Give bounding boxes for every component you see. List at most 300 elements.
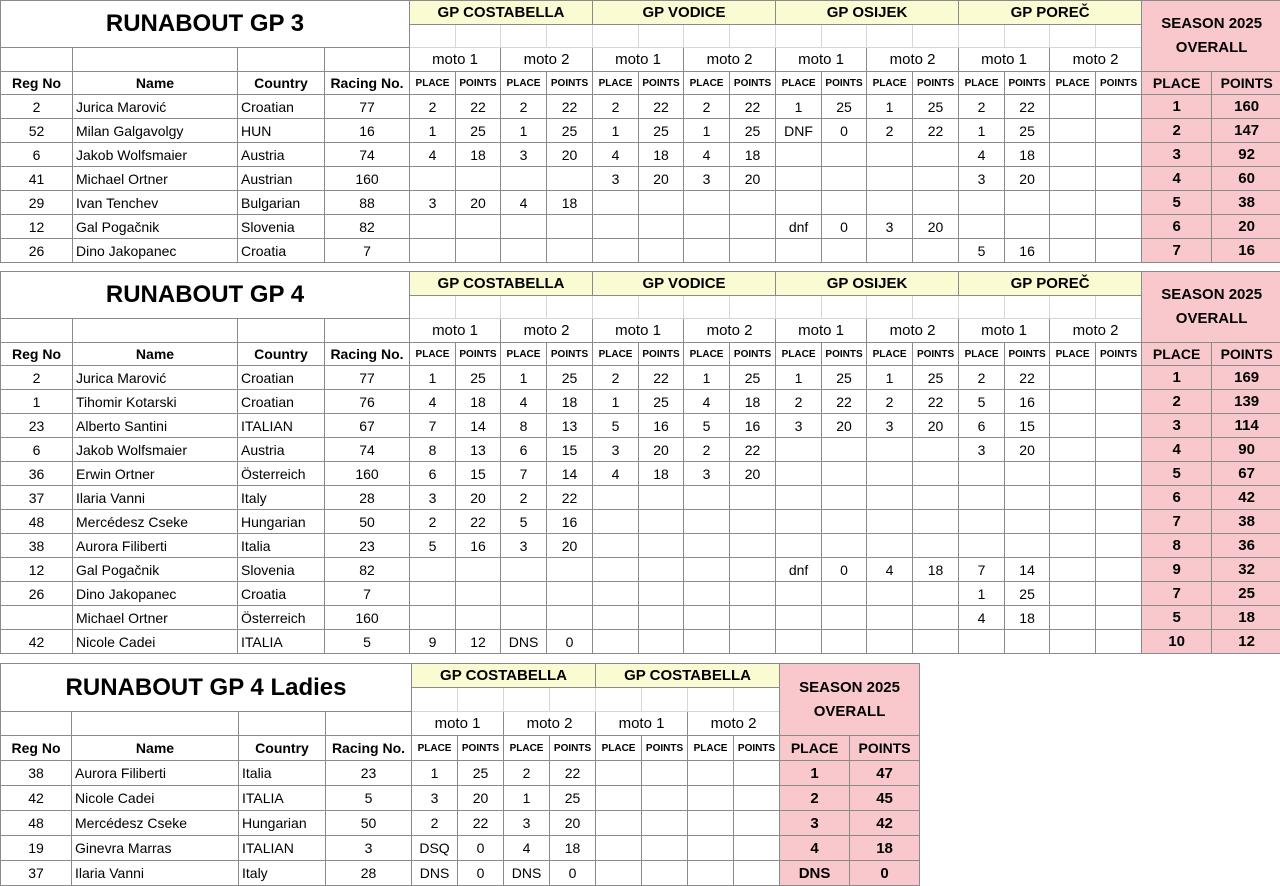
points-cell: 25	[550, 786, 596, 811]
racing-no-cell: 23	[326, 761, 412, 786]
place-cell	[867, 191, 913, 215]
name-cell: Aurora Filiberti	[72, 761, 239, 786]
place-cell: 4	[593, 143, 639, 167]
points-cell	[642, 811, 688, 836]
place-cell: 5	[959, 390, 1005, 414]
overall-place-cell: 7	[1142, 510, 1212, 534]
place-cell	[776, 462, 822, 486]
points-cell	[913, 438, 959, 462]
place-cell	[867, 606, 913, 630]
reg-no-cell: 12	[1, 215, 73, 239]
overall-points-cell: 16	[1212, 239, 1280, 263]
table-row	[1, 486, 1280, 510]
overall-points-cell: 147	[1212, 119, 1280, 143]
col-place: PLACE	[684, 72, 730, 95]
table-row	[1, 239, 1280, 263]
racing-no-cell: 50	[325, 510, 410, 534]
table-row	[1, 366, 1280, 390]
points-cell	[730, 582, 776, 606]
points-cell	[913, 630, 959, 654]
table-row	[1, 390, 1280, 414]
points-cell	[913, 167, 959, 191]
points-cell: 14	[1005, 558, 1050, 582]
points-cell: 22	[913, 119, 959, 143]
col-place: PLACE	[688, 736, 734, 761]
overall-place-cell: 5	[1142, 191, 1212, 215]
points-cell	[1005, 510, 1050, 534]
col-points: POINTS	[1005, 72, 1050, 95]
points-cell: 20	[639, 438, 684, 462]
place-cell: 3	[593, 167, 639, 191]
country-cell: Croatian	[238, 390, 325, 414]
place-cell: 3	[867, 215, 913, 239]
table-row	[1, 630, 1280, 654]
racing-no-cell: 67	[325, 414, 410, 438]
country-cell: Bulgarian	[238, 191, 325, 215]
table-row	[1, 836, 920, 861]
reg-no-cell: 26	[1, 239, 73, 263]
points-cell: 22	[1005, 366, 1050, 390]
place-cell: 3	[410, 486, 456, 510]
points-cell: 18	[550, 836, 596, 861]
points-cell: 20	[456, 191, 501, 215]
racing-no-cell: 7	[325, 582, 410, 606]
overall-points-cell: 67	[1212, 462, 1280, 486]
points-cell: 20	[730, 462, 776, 486]
place-cell	[593, 558, 639, 582]
place-cell	[1050, 606, 1096, 630]
section-title: RUNABOUT GP 3	[1, 1, 410, 48]
place-cell: 1	[412, 761, 458, 786]
place-cell	[596, 861, 642, 886]
name-cell: Ginevra Marras	[72, 836, 239, 861]
points-cell	[822, 510, 867, 534]
points-cell	[1096, 414, 1142, 438]
place-cell: 3	[959, 438, 1005, 462]
place-cell	[410, 239, 456, 263]
col-place: PLACE	[867, 343, 913, 366]
racing-no-cell: 7	[325, 239, 410, 263]
overall-points-cell: 18	[1212, 606, 1280, 630]
name-cell: Milan Galgavolgy	[73, 119, 238, 143]
points-cell	[913, 606, 959, 630]
col-points: POINTS	[822, 72, 867, 95]
place-cell	[410, 215, 456, 239]
overall-points-cell: 0	[850, 861, 920, 886]
points-cell: 0	[458, 861, 504, 886]
points-cell: 20	[458, 786, 504, 811]
table-row	[1, 414, 1280, 438]
points-cell: 20	[822, 414, 867, 438]
table-row	[1, 786, 920, 811]
place-cell: DNF	[776, 119, 822, 143]
col-racing-no: Racing No.	[325, 343, 410, 366]
place-cell	[596, 836, 642, 861]
place-cell: 5	[684, 414, 730, 438]
place-cell	[501, 215, 547, 239]
name-cell: Tihomir Kotarski	[73, 390, 238, 414]
points-cell: 18	[639, 143, 684, 167]
overall-place-cell: DNS	[780, 861, 850, 886]
points-cell	[730, 510, 776, 534]
country-cell: Italy	[238, 486, 325, 510]
place-cell	[410, 558, 456, 582]
place-cell	[596, 811, 642, 836]
place-cell	[867, 510, 913, 534]
place-cell: DSQ	[412, 836, 458, 861]
place-cell	[593, 582, 639, 606]
points-cell	[456, 239, 501, 263]
points-cell	[1096, 366, 1142, 390]
season-label: SEASON 2025	[1161, 286, 1263, 303]
place-cell	[776, 606, 822, 630]
overall-place-cell: 3	[1142, 414, 1212, 438]
points-cell	[913, 143, 959, 167]
name-cell: Jakob Wolfsmaier	[73, 438, 238, 462]
points-cell	[913, 486, 959, 510]
reg-no-cell: 42	[1, 786, 72, 811]
overall-place-cell: 1	[1142, 366, 1212, 390]
place-cell	[1050, 462, 1096, 486]
points-cell: 22	[639, 95, 684, 119]
place-cell	[959, 215, 1005, 239]
place-cell: 2	[867, 390, 913, 414]
racing-no-cell: 3	[326, 836, 412, 861]
col-overall-place: PLACE	[1142, 343, 1212, 366]
country-cell: ITALIA	[239, 786, 326, 811]
place-cell	[776, 167, 822, 191]
place-cell: 3	[684, 167, 730, 191]
points-cell	[822, 630, 867, 654]
points-cell: 18	[1005, 606, 1050, 630]
points-cell: 0	[550, 861, 596, 886]
country-cell: Slovenia	[238, 558, 325, 582]
points-cell: 25	[547, 119, 593, 143]
place-cell	[410, 606, 456, 630]
name-cell: Jurica Marović	[73, 366, 238, 390]
col-overall-points: POINTS	[1212, 343, 1280, 366]
moto-1-label: moto 1	[596, 712, 688, 736]
overall-points-cell: 139	[1212, 390, 1280, 414]
place-cell	[684, 239, 730, 263]
place-cell	[593, 486, 639, 510]
points-cell	[913, 510, 959, 534]
overall-points-cell: 45	[850, 786, 920, 811]
col-points: POINTS	[730, 72, 776, 95]
points-cell	[456, 606, 501, 630]
place-cell	[688, 786, 734, 811]
points-cell: 16	[1005, 239, 1050, 263]
place-cell	[959, 630, 1005, 654]
col-place: PLACE	[410, 343, 456, 366]
country-cell: ITALIAN	[239, 836, 326, 861]
points-cell	[639, 191, 684, 215]
place-cell	[776, 534, 822, 558]
place-cell	[776, 582, 822, 606]
name-cell: Jurica Marović	[73, 95, 238, 119]
place-cell	[867, 534, 913, 558]
reg-no-cell: 29	[1, 191, 73, 215]
points-cell	[456, 582, 501, 606]
points-cell	[913, 534, 959, 558]
racing-no-cell: 23	[325, 534, 410, 558]
place-cell	[684, 215, 730, 239]
overall-label: OVERALL	[1175, 39, 1248, 56]
country-cell: Hungarian	[239, 811, 326, 836]
points-cell	[1096, 462, 1142, 486]
name-cell: Ilaria Vanni	[73, 486, 238, 510]
moto-2-label: moto 2	[867, 319, 959, 343]
points-cell: 22	[547, 95, 593, 119]
moto-2-label: moto 2	[1050, 48, 1142, 72]
points-cell: 18	[547, 390, 593, 414]
racing-no-cell: 82	[325, 558, 410, 582]
place-cell	[501, 167, 547, 191]
col-points: POINTS	[822, 343, 867, 366]
racing-no-cell: 160	[325, 462, 410, 486]
country-cell: Austria	[238, 438, 325, 462]
points-cell	[639, 215, 684, 239]
col-place: PLACE	[959, 343, 1005, 366]
col-points: POINTS	[734, 736, 780, 761]
points-cell: 25	[456, 366, 501, 390]
country-cell: Italia	[238, 534, 325, 558]
place-cell	[867, 630, 913, 654]
points-cell: 25	[913, 95, 959, 119]
points-cell	[822, 438, 867, 462]
place-cell: 1	[959, 582, 1005, 606]
overall-points-cell: 114	[1212, 414, 1280, 438]
place-cell: 2	[412, 811, 458, 836]
points-cell	[822, 191, 867, 215]
points-cell: 22	[456, 510, 501, 534]
points-cell: 25	[1005, 119, 1050, 143]
points-cell: 20	[456, 486, 501, 510]
overall-points-cell: 60	[1212, 167, 1280, 191]
points-cell	[639, 558, 684, 582]
table-row	[1, 811, 920, 836]
event-header-costabella: GP COSTABELLA	[412, 664, 596, 688]
points-cell: 22	[639, 366, 684, 390]
place-cell: 1	[776, 366, 822, 390]
points-cell: 14	[456, 414, 501, 438]
place-cell	[684, 534, 730, 558]
place-cell	[688, 811, 734, 836]
place-cell: 1	[593, 390, 639, 414]
points-cell	[639, 534, 684, 558]
col-overall-place: PLACE	[780, 736, 850, 761]
place-cell: 3	[776, 414, 822, 438]
overall-place-cell: 6	[1142, 215, 1212, 239]
points-cell: 13	[547, 414, 593, 438]
col-points: POINTS	[458, 736, 504, 761]
place-cell	[501, 606, 547, 630]
points-cell	[730, 558, 776, 582]
overall-place-cell: 4	[1142, 438, 1212, 462]
overall-points-cell: 42	[850, 811, 920, 836]
reg-no-cell: 41	[1, 167, 73, 191]
moto-1-label: moto 1	[410, 48, 501, 72]
moto-1-label: moto 1	[410, 319, 501, 343]
gp4-results	[1, 366, 1280, 654]
points-cell	[456, 167, 501, 191]
place-cell: 2	[959, 366, 1005, 390]
col-place: PLACE	[593, 72, 639, 95]
points-cell: 18	[547, 191, 593, 215]
points-cell	[1005, 215, 1050, 239]
place-cell	[776, 239, 822, 263]
racing-no-cell: 5	[326, 786, 412, 811]
moto-2-label: moto 2	[504, 712, 596, 736]
reg-no-cell: 23	[1, 414, 73, 438]
place-cell	[776, 486, 822, 510]
place-cell	[959, 191, 1005, 215]
overall-place-cell: 2	[1142, 119, 1212, 143]
points-cell	[547, 215, 593, 239]
points-cell: 25	[547, 366, 593, 390]
country-cell: Österreich	[238, 462, 325, 486]
country-cell: Austria	[238, 143, 325, 167]
overall-points-cell: 42	[1212, 486, 1280, 510]
event-header-porec: GP POREČ	[959, 1, 1142, 25]
place-cell	[593, 630, 639, 654]
points-cell: 20	[730, 167, 776, 191]
moto-1-label: moto 1	[593, 319, 684, 343]
points-cell	[1005, 486, 1050, 510]
place-cell: 2	[867, 119, 913, 143]
place-cell: dnf	[776, 215, 822, 239]
reg-no-cell: 2	[1, 366, 73, 390]
moto-2-label: moto 2	[867, 48, 959, 72]
points-cell	[639, 510, 684, 534]
col-points: POINTS	[1005, 343, 1050, 366]
points-cell: 20	[1005, 167, 1050, 191]
col-overall-points: POINTS	[850, 736, 920, 761]
season-overall-header	[1142, 1, 1280, 72]
name-cell: Nicole Cadei	[72, 786, 239, 811]
name-cell: Erwin Ortner	[73, 462, 238, 486]
name-cell: Michael Ortner	[73, 606, 238, 630]
points-cell: 16	[730, 414, 776, 438]
overall-place-cell: 8	[1142, 534, 1212, 558]
place-cell: 5	[593, 414, 639, 438]
overall-place-cell: 4	[780, 836, 850, 861]
col-points: POINTS	[1096, 72, 1142, 95]
event-header-osijek: GP OSIJEK	[776, 1, 959, 25]
points-cell: 15	[456, 462, 501, 486]
col-racing-no: Racing No.	[326, 736, 412, 761]
points-cell: 16	[1005, 390, 1050, 414]
racing-no-cell: 82	[325, 215, 410, 239]
overall-place-cell: 9	[1142, 558, 1212, 582]
points-cell	[730, 486, 776, 510]
place-cell: 4	[410, 390, 456, 414]
col-place: PLACE	[593, 343, 639, 366]
points-cell	[456, 215, 501, 239]
place-cell	[596, 761, 642, 786]
place-cell: 6	[959, 414, 1005, 438]
place-cell: 3	[684, 462, 730, 486]
place-cell: 2	[684, 95, 730, 119]
event-header-costabella: GP COSTABELLA	[410, 272, 593, 296]
points-cell	[734, 861, 780, 886]
event-header-vodice: GP VODICE	[593, 272, 776, 296]
place-cell: 4	[501, 191, 547, 215]
col-points: POINTS	[1096, 343, 1142, 366]
place-cell	[1050, 438, 1096, 462]
place-cell	[776, 630, 822, 654]
overall-place-cell: 10	[1142, 630, 1212, 654]
col-points: POINTS	[456, 72, 501, 95]
col-place: PLACE	[684, 343, 730, 366]
place-cell: 4	[410, 143, 456, 167]
place-cell: 1	[504, 786, 550, 811]
col-points: POINTS	[642, 736, 688, 761]
place-cell	[593, 606, 639, 630]
points-cell	[730, 239, 776, 263]
place-cell	[1050, 582, 1096, 606]
col-points: POINTS	[639, 72, 684, 95]
country-cell: Croatian	[238, 95, 325, 119]
place-cell	[959, 510, 1005, 534]
place-cell	[867, 462, 913, 486]
reg-no-cell: 6	[1, 438, 73, 462]
col-points: POINTS	[550, 736, 596, 761]
overall-points-cell: 38	[1212, 510, 1280, 534]
overall-points-cell: 92	[1212, 143, 1280, 167]
place-cell	[501, 582, 547, 606]
place-cell	[1050, 191, 1096, 215]
overall-points-cell: 18	[850, 836, 920, 861]
place-cell: dnf	[776, 558, 822, 582]
overall-place-cell: 4	[1142, 167, 1212, 191]
place-cell: 2	[504, 761, 550, 786]
place-cell	[688, 761, 734, 786]
place-cell	[1050, 630, 1096, 654]
points-cell: 20	[913, 215, 959, 239]
col-racing-no: Racing No.	[325, 72, 410, 95]
table-row	[1, 143, 1280, 167]
place-cell	[593, 215, 639, 239]
points-cell: 22	[913, 390, 959, 414]
col-place: PLACE	[1050, 72, 1096, 95]
country-cell: Croatia	[238, 239, 325, 263]
overall-points-cell: 90	[1212, 438, 1280, 462]
moto-1-label: moto 1	[959, 48, 1050, 72]
ladies-header	[1, 664, 920, 761]
overall-place-cell: 2	[780, 786, 850, 811]
place-cell	[1050, 414, 1096, 438]
racing-no-cell: 88	[325, 191, 410, 215]
standings-table-gp4	[0, 271, 1280, 654]
points-cell: 15	[1005, 414, 1050, 438]
place-cell	[596, 786, 642, 811]
overall-points-cell: 47	[850, 761, 920, 786]
points-cell: 25	[822, 366, 867, 390]
table-row	[1, 462, 1280, 486]
points-cell	[734, 836, 780, 861]
overall-place-cell: 1	[1142, 95, 1212, 119]
points-cell	[547, 558, 593, 582]
points-cell	[913, 462, 959, 486]
points-cell	[1096, 630, 1142, 654]
points-cell: 22	[730, 95, 776, 119]
points-cell	[822, 239, 867, 263]
points-cell: 22	[456, 95, 501, 119]
points-cell	[1096, 558, 1142, 582]
table-row	[1, 582, 1280, 606]
place-cell: 1	[959, 119, 1005, 143]
